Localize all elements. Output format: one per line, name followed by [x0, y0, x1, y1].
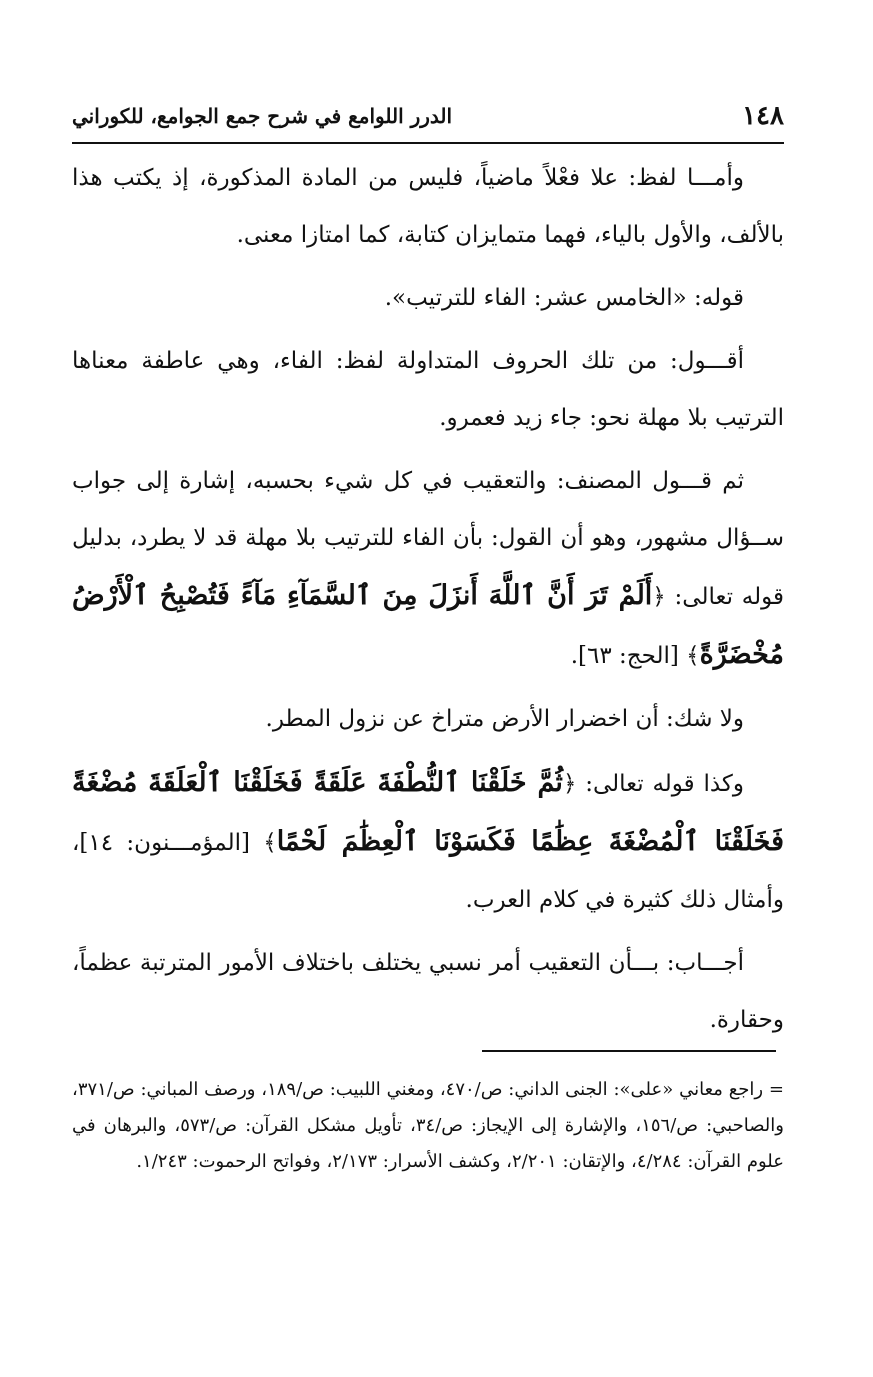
paragraph: قوله: «الخامس عشر: الفاء للترتيب». [384, 285, 744, 311]
paragraph-text: وكذا قوله تعالى: ﴿ [562, 771, 744, 797]
main-text [72, 150, 784, 1055]
paragraph: أجـــاب: بـــأن التعقيب أمر نسبي يختلف باختلاف الأمور المترتبة عظماً، وحقارة. [72, 950, 784, 1033]
verse-reference: ﴾ [المؤمـــنون: ١٤]، وأمثال ذلك كثيرة في كلام العرب. [72, 830, 784, 913]
paragraph-with-verse [72, 754, 784, 929]
quran-verse: أَلَمْ تَرَ أَنَّ ٱللَّهَ أَنزَلَ مِنَ ٱلسَّمَآءِ مَآءً فَتُصْبِحُ ٱلْأَرْضُ مُخْضَرَّةً [72, 580, 784, 670]
header-divider [72, 142, 784, 144]
page-number: ١٤٨ [742, 101, 784, 131]
paragraph-with-verse [72, 453, 784, 685]
footnote-divider [482, 1050, 776, 1052]
running-title: الدرر اللوامع في شرح جمع الجوامع، للكوراني [72, 104, 453, 128]
paragraph: أقـــول: من تلك الحروف المتداولة لفظ: الفاء، وهي عاطفة معناها الترتيب بلا مهلة نحو: جاء زيد فعمرو. [72, 348, 784, 431]
paragraph-text: ثم قـــول المصنف: والتعقيب في كل شيء بحسبه، إشارة إلى جواب ســؤال مشهور، وهو أن القول: بأن الفاء للترتيب بلا مهلة قد لا يطرد، بدليل قوله تعالى: ﴿ [72, 468, 785, 610]
quran-verse: ثُمَّ خَلَقْنَا ٱلنُّطْفَةَ عَلَقَةً فَخَلَقْنَا ٱلْعَلَقَةَ مُضْغَةً فَخَلَقْنَا ٱلْمُضْغَةَ عِظَٰمًا فَكَسَوْنَا ٱلْعِظَٰمَ لَحْمًا [72, 767, 784, 857]
verse-reference: ﴾ [الحج: ٦٣]. [570, 643, 700, 669]
paragraph: وأمـــا لفظ: علا فعْلاً ماضياً، فليس من المادة المذكورة، إذ يكتب هذا بالألف، والأول بالياء، فهما متمايزان كتابة، كما امتازا معنى. [72, 165, 784, 248]
page-header [72, 96, 784, 136]
paragraph: ولا شك: أن اخضرار الأرض متراخ عن نزول المطر. [265, 706, 744, 732]
footnote: = راجع معاني «على»: الجنى الداني: ص/٤٧٠، ومغني اللبيب: ص/١٨٩، ورصف المباني: ص/٣٧١، والصاحبي: ص/١٥٦، والإشارة إلى الإيجاز: ص/٣٤، تأويل مشكل القرآن: ص/٥٧٣، والبرهان في علوم القرآن: ٤/٢٨٤، والإتقان: ٢/٢٠١، وكشف الأسرار: ٢/١٧٣، وفواتح الرحموت: ١/٢٤٣. [72, 1079, 784, 1172]
